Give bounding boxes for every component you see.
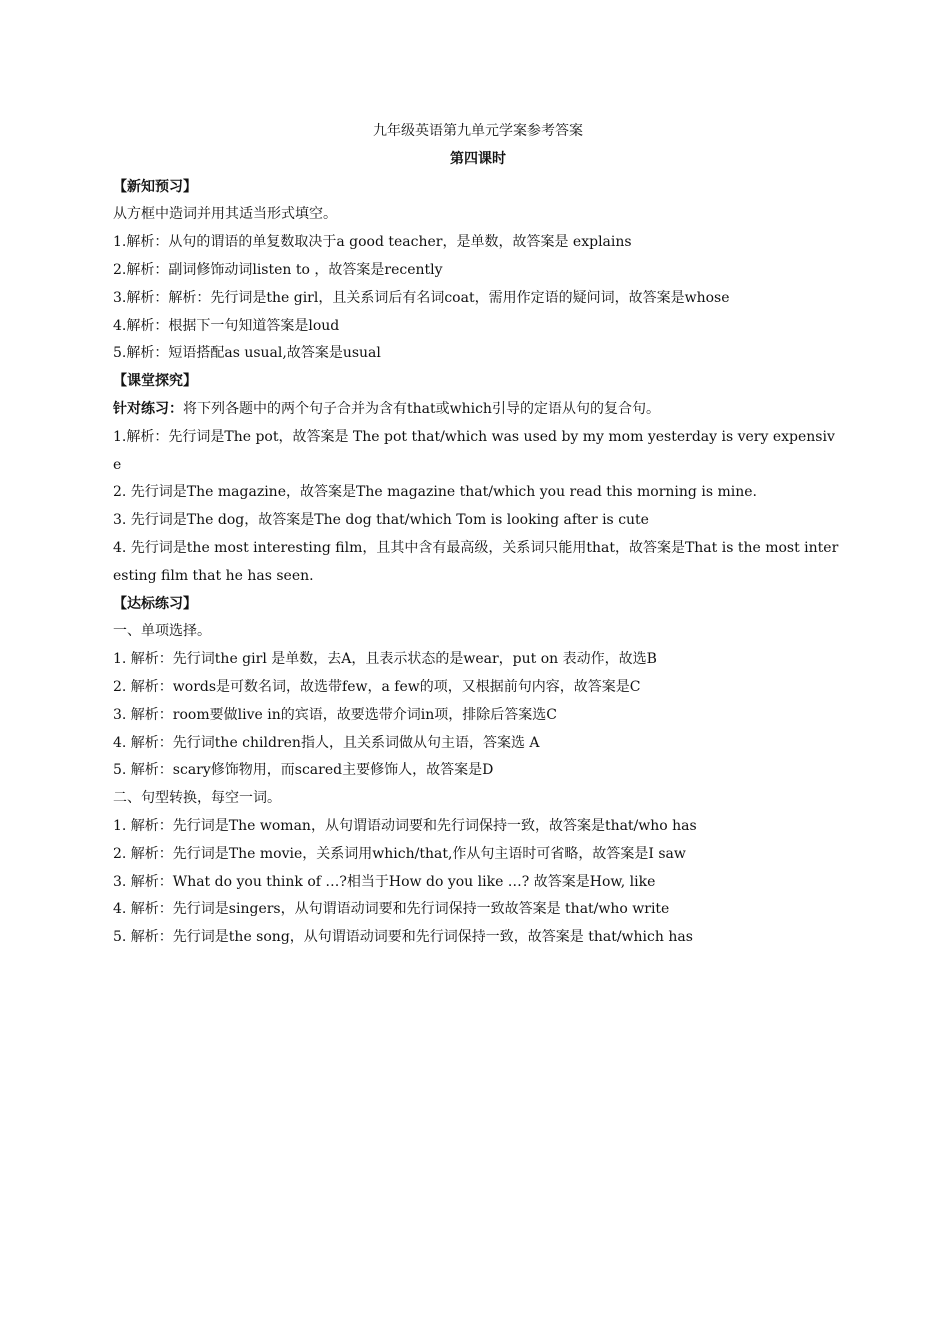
- practice-part1-title: 一、单项选择。: [113, 623, 211, 640]
- practice-part2-item-5: 5. 解析：先行词是the song，从句谓语动词要和先行词保持一致，故答案是 that/which has: [113, 929, 693, 946]
- section-heading-preview: 【新知预习】: [113, 178, 197, 195]
- document-page: [113, 118, 843, 952]
- preview-item-1: 1.解析：从句的谓语的单复数取决于a good teacher，是单数，故答案是 explains: [113, 234, 632, 251]
- explore-item-3: 3. 先行词是The dog，故答案是The dog that/which Tom is looking after is cute: [113, 512, 649, 529]
- explore-item-2: 2. 先行词是The magazine，故答案是The magazine that/which you read this morning is mine.: [113, 484, 757, 501]
- explore-item-4: 4. 先行词是the most interesting film，且其中含有最高级，关系词只能用that，故答案是That is the most interesting film that he has seen.: [113, 539, 839, 584]
- preview-instruction: 从方框中造词并用其适当形式填空。: [113, 206, 337, 223]
- explore-drill-label: 针对练习：: [113, 400, 183, 417]
- practice-part2-item-4: 4. 解析：先行词是singers，从句谓语动词要和先行词保持一致故答案是 that/who write: [113, 901, 670, 918]
- practice-part2-title: 二、句型转换，每空一词。: [113, 790, 281, 807]
- preview-item-3: 3.解析：解析：先行词是the girl，且关系词后有名词coat，需用作定语的疑问词，故答案是whose: [113, 289, 730, 306]
- practice-part1-item-4: 4. 解析：先行词the children指人，且关系词做从句主语，答案选 A: [113, 734, 540, 751]
- preview-item-5: 5.解析：短语搭配as usual,故答案是usual: [113, 345, 381, 362]
- practice-part2-item-1: 1. 解析：先行词是The woman，从句谓语动词要和先行词保持一致，故答案是that/who has: [113, 817, 697, 834]
- preview-item-4: 4.解析：根据下一句知道答案是loud: [113, 317, 340, 334]
- section-heading-explore: 【课堂探究】: [113, 373, 197, 390]
- explore-drill: [113, 396, 843, 424]
- section-heading-practice: 【达标练习】: [113, 595, 197, 612]
- practice-part1-item-5: 5. 解析：scary修饰物用，而scared主要修饰人，故答案是D: [113, 762, 494, 779]
- explore-drill-text: 将下列各题中的两个句子合并为含有that或which引导的定语从句的复合句。: [183, 400, 660, 417]
- practice-part1-item-1: 1. 解析：先行词the girl 是单数，去A，且表示状态的是wear，put on 表动作，故选B: [113, 651, 657, 668]
- explore-item-1: 1.解析：先行词是The pot，故答案是 The pot that/which was used by my mom yesterday is very expensive: [113, 428, 835, 473]
- practice-part1-item-2: 2. 解析：words是可数名词，故选带few，a few的项，又根据前句内容，故答案是C: [113, 678, 641, 695]
- practice-part2-item-2: 2. 解析：先行词是The movie，关系词用which/that,作从句主语时可省略，故答案是I saw: [113, 845, 686, 862]
- preview-item-2: 2.解析：副词修饰动词listen to ，故答案是recently: [113, 261, 443, 278]
- document-subtitle: 第四课时: [450, 150, 506, 167]
- practice-part2-item-3: 3. 解析：What do you think of …?相当于How do you like …? 故答案是How, like: [113, 873, 656, 890]
- document-title: 九年级英语第九单元学案参考答案: [373, 123, 583, 139]
- practice-part1-item-3: 3. 解析：room要做live in的宾语，故要选带介词in项，排除后答案选C: [113, 706, 557, 723]
